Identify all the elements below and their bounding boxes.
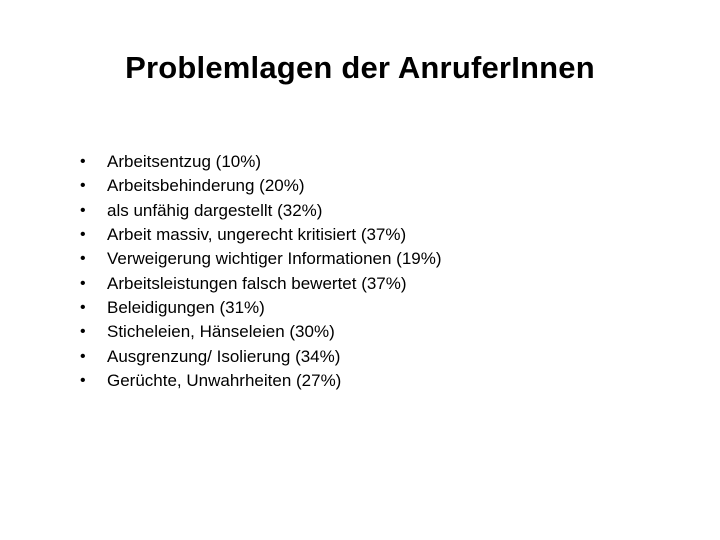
list-item-text: als unfähig dargestellt (32%) (107, 200, 323, 220)
list-item (80, 150, 442, 174)
list-item-text: Gerüchte, Unwahrheiten (27%) (107, 370, 342, 390)
bullet-icon: • (80, 298, 86, 316)
bullet-icon: • (80, 323, 86, 341)
list-item (80, 247, 442, 271)
list-item-text: Arbeitsleistungen falsch bewertet (37%) (107, 273, 407, 293)
bullet-icon: • (80, 201, 86, 219)
list-item-text: Arbeitsbehinderung (20%) (107, 176, 305, 196)
list-item (80, 174, 442, 198)
bullet-icon: • (80, 226, 86, 244)
list-item (80, 296, 442, 320)
list-item (80, 223, 442, 247)
bullet-icon: • (80, 153, 86, 171)
list-item (80, 369, 442, 393)
list-item-text: Arbeit massiv, ungerecht kritisiert (37%) (107, 225, 407, 245)
bullet-icon: • (80, 347, 86, 365)
list-item-text: Sticheleien, Hänseleien (30%) (107, 322, 335, 342)
list-item-text: Beleidigungen (31%) (107, 297, 265, 317)
list-item (80, 320, 442, 344)
bullet-icon: • (80, 250, 86, 268)
bullet-list (80, 150, 442, 393)
list-item (80, 271, 442, 295)
bullet-icon: • (80, 177, 86, 195)
list-item-text: Verweigerung wichtiger Informationen (19%) (107, 249, 442, 269)
list-item-text: Ausgrenzung/ Isolierung (34%) (107, 346, 341, 366)
bullet-icon: • (80, 274, 86, 292)
list-item (80, 344, 442, 368)
bullet-icon: • (80, 371, 86, 389)
list-item-text: Arbeitsentzug (10%) (107, 152, 262, 172)
list-item (80, 199, 442, 223)
slide-title: Problemlagen der AnruferInnen (125, 50, 595, 85)
